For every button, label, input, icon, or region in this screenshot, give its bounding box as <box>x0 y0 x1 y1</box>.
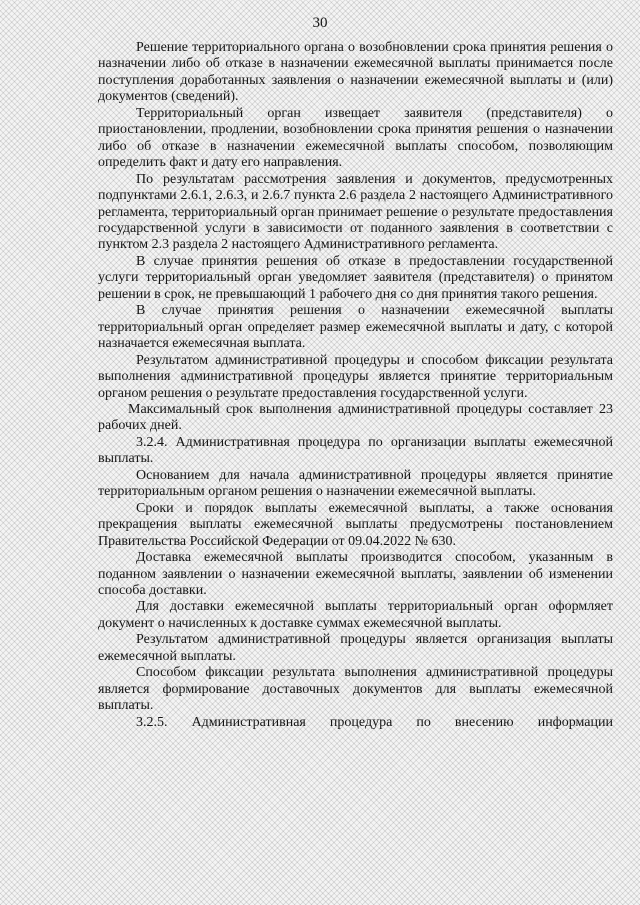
paragraph-review-results: По результатам рассмотрения заявления и документов, предусмотренных подпунктами 2.6.1, 2.6.3, и 2.6.7 пункта 2.6 раздела 2 настоящего Административного регламента, территориальный орган принимает решение о результате предоставления государственной услуги в зависимости от поданного заявления в соответствии с пунктом 2.3 раздела 2 настоящего Административного регламента. <box>98 171 613 253</box>
paragraph-procedure-basis: Основанием для начала административной процедуры является принятие территориальным органом решения о назначении ежемесячной выплаты. <box>98 467 613 500</box>
paragraph-resumption-decision: Решение территориального органа о возобновлении срока принятия решения о назначении либо об отказе в назначении ежемесячной выплаты принимается после поступления доработанных заявления о назначении ежемесячной выплаты и (или) документов (сведений). <box>98 40 613 105</box>
section-heading-3-2-4: 3.2.4. Административная процедура по организации выплаты ежемесячной выплаты. <box>98 434 613 467</box>
paragraph-payment-amount: В случае принятия решения о назначении ежемесячной выплаты территориальный орган определяет размер ежемесячной выплаты и дату, с которой назначается ежемесячная выплата. <box>98 303 613 352</box>
paragraph-refusal-notice: В случае принятия решения об отказе в предоставлении государственной услуги территориальный орган уведомляет заявителя (представителя) о принятом решении в срок, не превышающий 1 рабочего дня со дня принятия такого решения. <box>98 253 613 302</box>
document-body <box>98 40 613 731</box>
paragraph-applicant-notification: Территориальный орган извещает заявителя (представителя) о приостановлении, продлении, возобновлении срока принятия решения о назначении либо об отказе в назначении ежемесячной выплаты способом, позволяющим определить факт и дату его направления. <box>98 105 613 171</box>
section-heading-3-2-5: 3.2.5. Административная процедура по внесению информации <box>136 714 613 730</box>
paragraph-delivery-document: Для доставки ежемесячной выплаты территориальный орган оформляет документ о начисленных к доставке суммах ежемесячной выплаты. <box>98 599 613 631</box>
paragraph-payment-result: Результатом административной процедуры является организация выплаты ежемесячной выплаты. <box>98 632 613 664</box>
paragraph-max-duration: Максимальный срок выполнения административной процедуры составляет 23 рабочих дней. <box>98 401 613 434</box>
paragraph-procedure-result: Результатом административной процедуры и способом фиксации результата выполнения административной процедуры является принятие территориальным органом решения о результате предоставления государственной услуги. <box>98 352 613 401</box>
paragraph-payment-terms: Сроки и порядок выплаты ежемесячной выплаты, а также основания прекращения выплаты ежемесячной выплаты предусмотрены постановлением Правительства Российской Федерации от 09.04.2022 № 630. <box>98 500 613 549</box>
page-number: 30 <box>312 15 328 31</box>
paragraph-fixation-method: Способом фиксации результата выполнения административной процедуры является формирование доставочных документов для выплаты ежемесячной выплаты. <box>98 665 613 714</box>
paragraph-delivery-method: Доставка ежемесячной выплаты производится способом, указанным в поданном заявлении о назначении ежемесячной выплаты, заявлении об изменении способа доставки. <box>98 550 613 598</box>
